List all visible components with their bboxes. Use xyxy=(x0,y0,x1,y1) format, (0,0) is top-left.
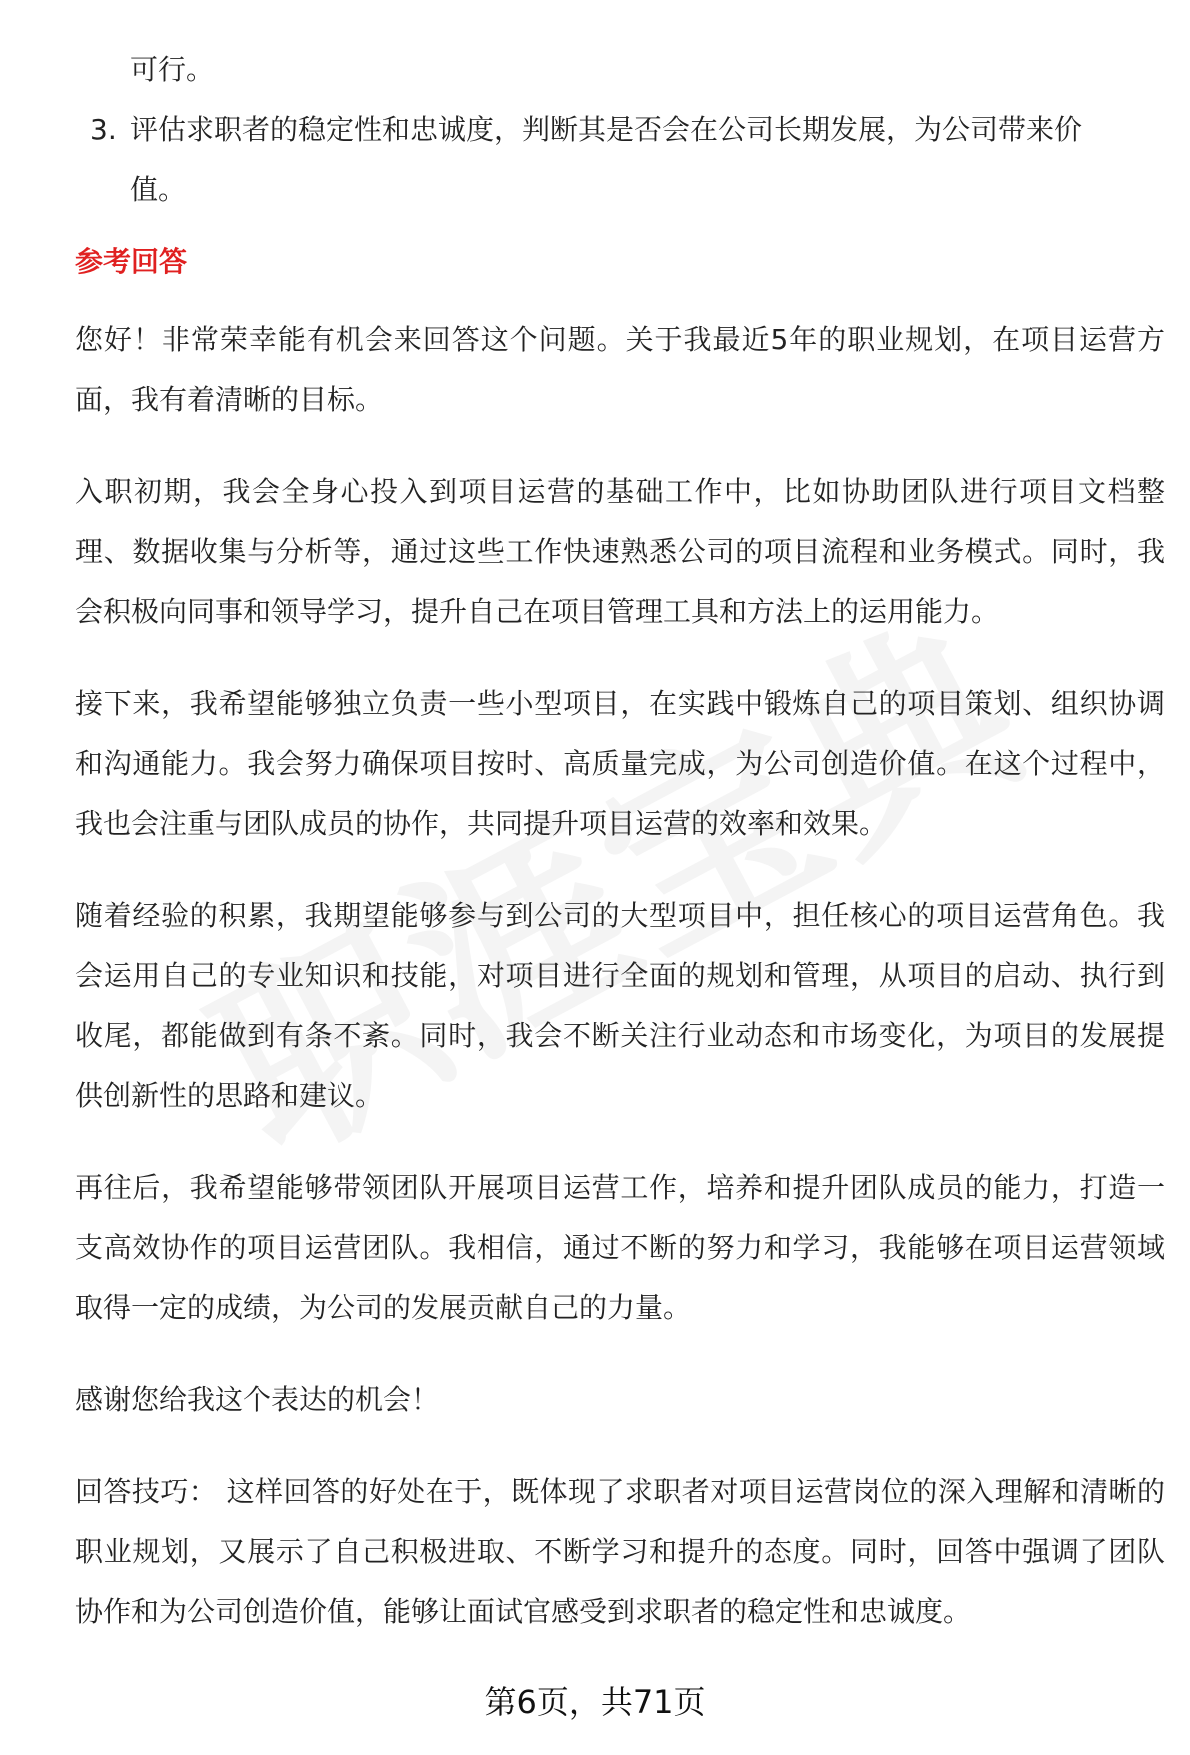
answer-paragraph-next-stage: 接下来，我希望能够独立负责一些小型项目，在实践中锻炼自己的项目策划、组织协调和沟通能力。我会努力确保项目按时、高质量完成，为公司创造价值。在这个过程中，我也会注重与团队成员的协作，共同提升项目运营的效率和效果。 xyxy=(75,687,1165,840)
section-title: 参考回答 xyxy=(75,245,188,278)
list-item-3 xyxy=(75,100,1165,160)
document-content xyxy=(75,40,1165,1674)
list-item-3-continuation: 值。 xyxy=(130,173,187,206)
list-item-previous-tail: 可行。 xyxy=(130,53,215,86)
page-number: 第6页，共71页 xyxy=(484,1683,706,1721)
answer-paragraph-leadership-stage: 再往后，我希望能够带领团队开展项目运营工作，培养和提升团队成员的能力，打造一支高效协作的项目运营团队。我相信，通过不断的努力和学习，我能够在项目运营领域取得一定的成绩，为公司的发展贡献自己的力量。 xyxy=(75,1171,1165,1324)
answer-paragraph-greeting: 您好！非常荣幸能有机会来回答这个问题。关于我最近5年的职业规划，在项目运营方面，我有着清晰的目标。 xyxy=(75,323,1165,416)
answer-paragraph-thanks: 感谢您给我这个表达的机会！ xyxy=(75,1383,440,1416)
list-item-number: 3. xyxy=(90,113,117,146)
answer-tips-paragraph: 回答技巧： 这样回答的好处在于，既体现了求职者对项目运营岗位的深入理解和清晰的职业规划，又展示了自己积极进取、不断学习和提升的态度。同时，回答中强调了团队协作和为公司创造价值，能够让面试官感受到求职者的稳定性和忠诚度。 xyxy=(75,1475,1165,1628)
answer-paragraph-early-stage: 入职初期，我会全身心投入到项目运营的基础工作中，比如协助团队进行项目文档整理、数据收集与分析等，通过这些工作快速熟悉公司的项目流程和业务模式。同时，我会积极向同事和领导学习，提升自己在项目管理工具和方法上的运用能力。 xyxy=(75,475,1165,628)
list-item-text: 评估求职者的稳定性和忠诚度，判断其是否会在公司长期发展，为公司带来价 xyxy=(130,113,1083,146)
answer-paragraph-experienced-stage: 随着经验的积累，我期望能够参与到公司的大型项目中，担任核心的项目运营角色。我会运用自己的专业知识和技能，对项目进行全面的规划和管理，从项目的启动、执行到收尾，都能做到有条不紊。同时，我会不断关注行业动态和市场变化，为项目的发展提供创新性的思路和建议。 xyxy=(75,899,1165,1112)
